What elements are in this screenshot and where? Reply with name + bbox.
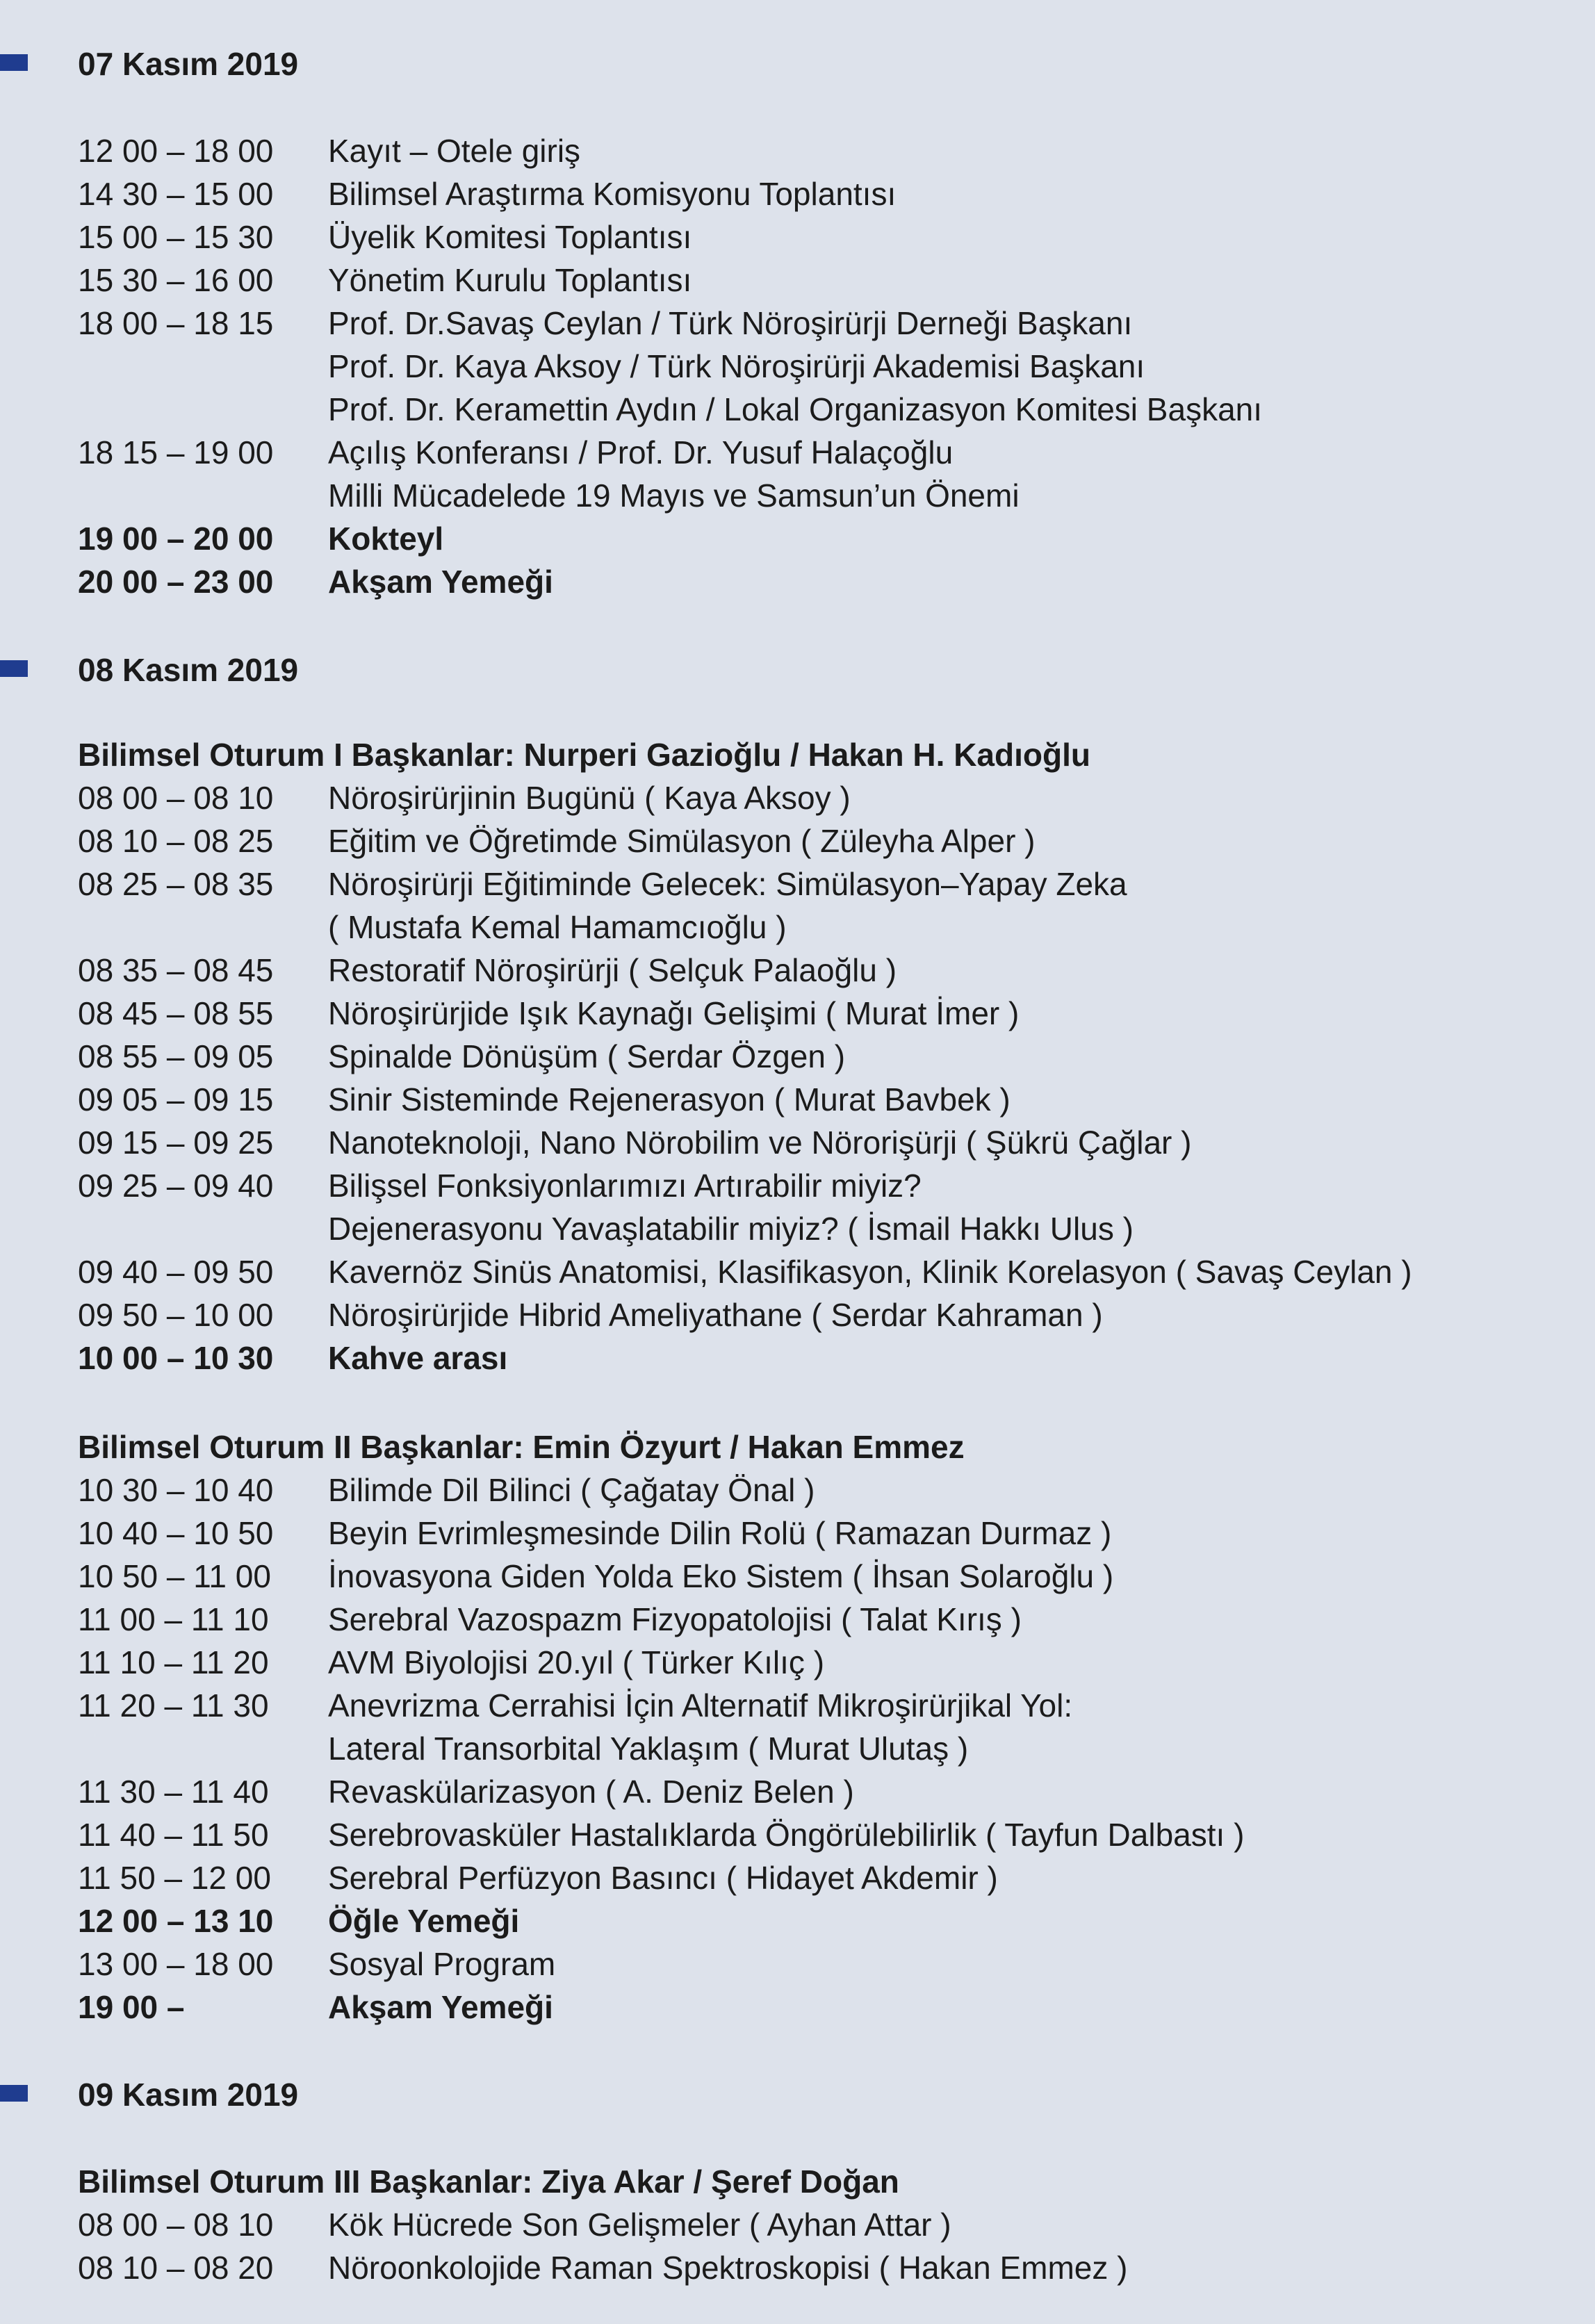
schedule-item: Nöroşirürjinin Bugünü ( Kaya Aksoy ) [328, 780, 851, 816]
schedule-item: Bilişsel Fonksiyonlarımızı Artırabilir miyiz? [328, 1168, 922, 1204]
schedule-time: 11 40 – 11 50 [78, 1817, 269, 1853]
schedule-time: 20 00 – 23 00 [78, 564, 274, 600]
schedule-item: Kahve arası [328, 1340, 508, 1376]
schedule-time: 08 10 – 08 25 [78, 823, 274, 859]
schedule-item: Sinir Sisteminde Rejenerasyon ( Murat Bavbek ) [328, 1081, 1011, 1118]
schedule-time: 10 50 – 11 00 [78, 1558, 271, 1594]
schedule-time: 09 40 – 09 50 [78, 1254, 274, 1290]
schedule-item: Üyelik Komitesi Toplantısı [328, 219, 692, 255]
schedule-item: Lateral Transorbital Yaklaşım ( Murat Ulutaş ) [328, 1730, 969, 1767]
schedule-item: Öğle Yemeği [328, 1903, 520, 1939]
schedule-time: 09 05 – 09 15 [78, 1081, 274, 1118]
schedule-item: Restoratif Nöroşirürji ( Selçuk Palaoğlu ) [328, 952, 897, 988]
day-marker-icon [0, 54, 28, 71]
day-title: 08 Kasım 2019 [78, 652, 299, 688]
schedule-time: 13 00 – 18 00 [78, 1946, 274, 1982]
schedule-item: Bilimsel Araştırma Komisyonu Toplantısı [328, 176, 897, 212]
schedule-time: 09 25 – 09 40 [78, 1168, 274, 1204]
schedule-time: 19 00 – 20 00 [78, 521, 274, 557]
schedule-time: 18 15 – 19 00 [78, 434, 274, 470]
schedule-time: 09 50 – 10 00 [78, 1297, 274, 1333]
session-title: Bilimsel Oturum III Başkanlar: Ziya Akar / Şeref Doğan [78, 2163, 899, 2200]
schedule-time: 10 40 – 10 50 [78, 1515, 274, 1551]
schedule-time: 11 50 – 12 00 [78, 1860, 271, 1896]
schedule-item: Bilimde Dil Bilinci ( Çağatay Önal ) [328, 1472, 815, 1508]
schedule-time: 11 00 – 11 10 [78, 1601, 269, 1637]
schedule-item: Nöroşirürji Eğitiminde Gelecek: Simülasyon–Yapay Zeka [328, 866, 1127, 902]
schedule-time: 09 15 – 09 25 [78, 1124, 274, 1161]
schedule-time: 14 30 – 15 00 [78, 176, 274, 212]
schedule-item: ( Mustafa Kemal Hamamcıoğlu ) [328, 909, 787, 945]
schedule-item: Dejenerasyonu Yavaşlatabilir miyiz? ( İsmail Hakkı Ulus ) [328, 1211, 1134, 1247]
schedule-item: Revaskülarizasyon ( A. Deniz Belen ) [328, 1774, 854, 1810]
schedule-time: 11 10 – 11 20 [78, 1644, 269, 1680]
schedule-time: 08 00 – 08 10 [78, 2207, 274, 2243]
day-title: 07 Kasım 2019 [78, 46, 299, 82]
session-title: Bilimsel Oturum I Başkanlar: Nurperi Gazioğlu / Hakan H. Kadıoğlu [78, 737, 1090, 773]
schedule-item: Kök Hücrede Son Gelişmeler ( Ayhan Attar ) [328, 2207, 951, 2243]
schedule-item: Prof. Dr.Savaş Ceylan / Türk Nöroşirürji Derneği Başkanı [328, 305, 1133, 341]
schedule-item: Nöroonkolojide Raman Spektroskopisi ( Hakan Emmez ) [328, 2250, 1128, 2286]
schedule-time: 11 30 – 11 40 [78, 1774, 269, 1810]
schedule-item: İnovasyona Giden Yolda Eko Sistem ( İhsan Solaroğlu ) [328, 1558, 1114, 1594]
day-marker-icon [0, 2085, 28, 2102]
schedule-time: 10 00 – 10 30 [78, 1340, 274, 1376]
schedule-time: 08 55 – 09 05 [78, 1038, 274, 1074]
schedule-item: Kokteyl [328, 521, 444, 557]
schedule-item: Spinalde Dönüşüm ( Serdar Özgen ) [328, 1038, 846, 1074]
schedule-time: 12 00 – 18 00 [78, 133, 274, 169]
schedule-time: 08 25 – 08 35 [78, 866, 274, 902]
schedule-item: Serebrovasküler Hastalıklarda Öngörülebilirlik ( Tayfun Dalbastı ) [328, 1817, 1245, 1853]
schedule-item: Kayıt – Otele giriş [328, 133, 581, 169]
schedule-item: Eğitim ve Öğretimde Simülasyon ( Züleyha Alper ) [328, 823, 1036, 859]
schedule-item: AVM Biyolojisi 20.yıl ( Türker Kılıç ) [328, 1644, 825, 1680]
schedule-time: 08 35 – 08 45 [78, 952, 274, 988]
schedule-time: 10 30 – 10 40 [78, 1472, 274, 1508]
schedule-item: Serebral Vazospazm Fizyopatolojisi ( Talat Kırış ) [328, 1601, 1022, 1637]
schedule-item: Akşam Yemeği [328, 564, 553, 600]
day-title: 09 Kasım 2019 [78, 2077, 299, 2113]
schedule-item: Kavernöz Sinüs Anatomisi, Klasifikasyon, Klinik Korelasyon ( Savaş Ceylan ) [328, 1254, 1412, 1290]
schedule-item: Prof. Dr. Kaya Aksoy / Türk Nöroşirürji Akademisi Başkanı [328, 348, 1145, 384]
schedule-item: Açılış Konferansı / Prof. Dr. Yusuf Halaçoğlu [328, 434, 954, 470]
schedule-time: 18 00 – 18 15 [78, 305, 274, 341]
schedule-time: 08 10 – 08 20 [78, 2250, 274, 2286]
schedule-time: 19 00 – [78, 1989, 185, 2025]
schedule-time: 15 00 – 15 30 [78, 219, 274, 255]
schedule-item: Sosyal Program [328, 1946, 556, 1982]
schedule-time: 08 45 – 08 55 [78, 995, 274, 1031]
day-marker-icon [0, 660, 28, 677]
schedule-item: Milli Mücadelede 19 Mayıs ve Samsun’un Önemi [328, 477, 1020, 514]
schedule-time: 15 30 – 16 00 [78, 262, 274, 298]
schedule-item: Nöroşirürjide Hibrid Ameliyathane ( Serdar Kahraman ) [328, 1297, 1103, 1333]
schedule-item: Akşam Yemeği [328, 1989, 553, 2025]
schedule-item: Nanoteknoloji, Nano Nörobilim ve Nörorişürji ( Şükrü Çağlar ) [328, 1124, 1192, 1161]
schedule-time: 11 20 – 11 30 [78, 1687, 269, 1724]
schedule-item: Anevrizma Cerrahisi İçin Alternatif Mikroşirürjikal Yol: [328, 1687, 1073, 1724]
schedule-item: Beyin Evrimleşmesinde Dilin Rolü ( Ramazan Durmaz ) [328, 1515, 1112, 1551]
schedule-item: Nöroşirürjide Işık Kaynağı Gelişimi ( Murat İmer ) [328, 995, 1020, 1031]
schedule-time: 12 00 – 13 10 [78, 1903, 274, 1939]
schedule-time: 08 00 – 08 10 [78, 780, 274, 816]
session-title: Bilimsel Oturum II Başkanlar: Emin Özyurt / Hakan Emmez [78, 1429, 965, 1465]
schedule-item: Yönetim Kurulu Toplantısı [328, 262, 692, 298]
schedule-item: Serebral Perfüzyon Basıncı ( Hidayet Akdemir ) [328, 1860, 998, 1896]
schedule-item: Prof. Dr. Keramettin Aydın / Lokal Organizasyon Komitesi Başkanı [328, 391, 1263, 427]
